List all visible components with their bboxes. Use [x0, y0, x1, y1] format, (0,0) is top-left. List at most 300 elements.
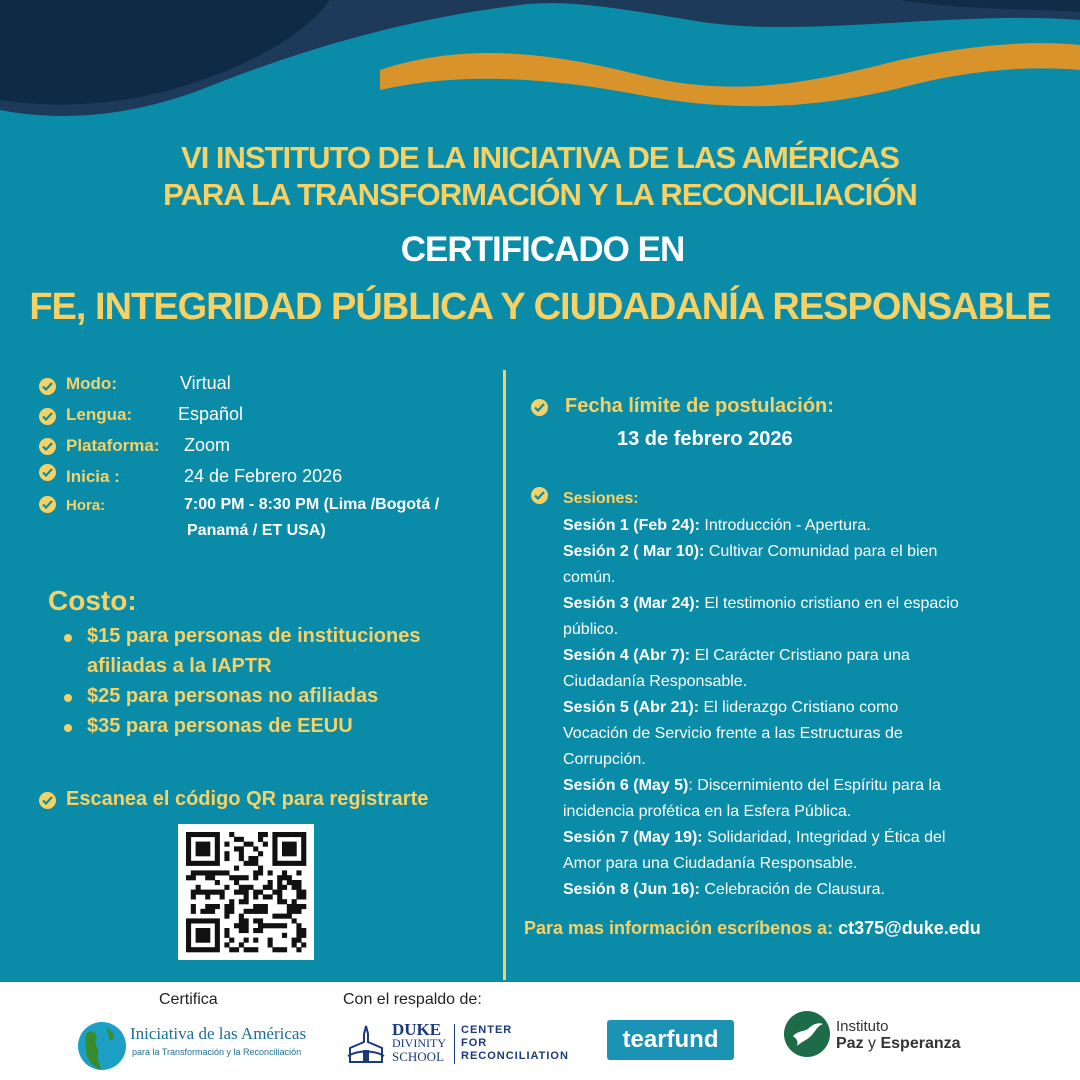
qr-module — [234, 923, 239, 928]
qr-module — [215, 923, 220, 928]
qr-module — [292, 846, 297, 851]
qr-module — [301, 856, 306, 861]
qr-module — [282, 861, 287, 866]
session-item: Sesión 2 ( Mar 10): Cultivar Comunidad para el bien común. — [563, 543, 938, 586]
session-item: Sesión 8 (Jun 16): Celebración de Clausura. — [563, 881, 885, 898]
certificate-title: FE, INTEGRIDAD PÚBLICA Y CIUDADANÍA RESPONSABLE — [29, 286, 1051, 328]
qr-module — [258, 904, 263, 909]
dove-icon — [783, 1010, 831, 1058]
tearfund-logo — [607, 1020, 734, 1060]
qr-module — [186, 918, 191, 923]
qr-module — [272, 837, 277, 842]
qr-module — [215, 870, 220, 875]
qr-module — [253, 928, 258, 933]
qr-module — [258, 832, 263, 837]
qr-module — [196, 846, 201, 851]
qr-module — [277, 894, 282, 899]
detail-label: Plataforma: — [66, 436, 160, 455]
qr-module — [292, 938, 297, 943]
detail-value: 24 de Febrero 2026 — [184, 466, 343, 486]
qr-module — [244, 918, 249, 923]
contact-row — [524, 918, 981, 939]
qr-module — [224, 942, 229, 947]
qr-module — [296, 928, 301, 933]
qr-module — [234, 866, 239, 871]
qr-module — [224, 928, 229, 933]
qr-module — [196, 842, 201, 847]
check-icon — [39, 408, 56, 425]
qr-module — [282, 851, 287, 856]
qr-module — [244, 885, 249, 890]
qr-module — [196, 885, 201, 890]
session-item: Sesión 5 (Abr 21): El liderazgo Cristiano como Vocación de Servicio frente a las Estructuras de Corrupción. — [563, 699, 903, 768]
qr-module — [224, 851, 229, 856]
qr-module — [234, 890, 239, 895]
duke-divider — [454, 1024, 455, 1064]
qr-module — [287, 909, 292, 914]
detail-label: Modo: — [66, 374, 117, 393]
qr-module — [296, 947, 301, 952]
qr-module — [287, 914, 292, 919]
qr-module — [253, 938, 258, 943]
qr-module — [205, 861, 210, 866]
qr-module — [296, 832, 301, 837]
qr-module — [200, 909, 205, 914]
qr-module — [253, 918, 258, 923]
qr-module — [253, 904, 258, 909]
qr-module — [239, 851, 244, 856]
detail-value: Zoom — [184, 435, 231, 455]
qr-module — [258, 870, 263, 875]
check-icon — [39, 438, 56, 455]
qr-module — [210, 904, 215, 909]
qr-module — [287, 832, 292, 837]
qr-module — [186, 947, 191, 952]
qr-module — [296, 938, 301, 943]
qr-module — [200, 846, 205, 851]
qr-module — [292, 885, 297, 890]
qr-module — [277, 875, 282, 880]
qr-module — [277, 914, 282, 919]
center-line3: RECONCILIATION — [461, 1050, 569, 1062]
qr-module — [234, 875, 239, 880]
qr-module — [239, 846, 244, 851]
qr-module — [215, 846, 220, 851]
qr-module — [292, 899, 297, 904]
logo1-sub: para la Transformación y la Reconciliación — [132, 1047, 302, 1057]
qr-module — [239, 942, 244, 947]
qr-module — [287, 861, 292, 866]
qr-module — [296, 880, 301, 885]
qr-module — [292, 942, 297, 947]
qr-module — [215, 856, 220, 861]
qr-module — [186, 861, 191, 866]
check-icon — [39, 464, 56, 481]
qr-module — [229, 832, 234, 837]
qr-module — [191, 904, 196, 909]
qr-module — [287, 880, 292, 885]
contact-email[interactable]: ct375@duke.edu — [838, 918, 981, 938]
qr-module — [215, 861, 220, 866]
qr-module — [224, 904, 229, 909]
qr-module — [282, 875, 287, 880]
qr-module — [196, 861, 201, 866]
qr-module — [272, 851, 277, 856]
qr-module — [301, 890, 306, 895]
qr-module — [248, 856, 253, 861]
qr-module — [263, 894, 268, 899]
qr-module — [292, 904, 297, 909]
qr-module — [210, 890, 215, 895]
qr-module — [296, 890, 301, 895]
qr-module — [215, 947, 220, 952]
qr-module — [196, 928, 201, 933]
qr-module — [220, 894, 225, 899]
qr-module — [215, 851, 220, 856]
qr-module — [205, 832, 210, 837]
center-line2: FOR — [461, 1037, 488, 1049]
qr-module — [215, 837, 220, 842]
qr-module — [215, 942, 220, 947]
qr-module — [200, 870, 205, 875]
qr-module — [234, 880, 239, 885]
qr-module — [244, 890, 249, 895]
detail-label: Lengua: — [66, 405, 133, 424]
qr-module — [253, 875, 258, 880]
qr-module — [268, 894, 273, 899]
qr-module — [301, 861, 306, 866]
qr-module — [186, 842, 191, 847]
qr-module — [272, 842, 277, 847]
qr-module — [239, 875, 244, 880]
duke-line3: SCHOOL — [392, 1049, 445, 1064]
qr-module — [186, 923, 191, 928]
qr-module — [215, 904, 220, 909]
qr-module — [239, 914, 244, 919]
qr-module — [234, 947, 239, 952]
check-icon — [39, 378, 56, 395]
paz-esperanza-text: Paz y Esperanza — [836, 1035, 961, 1052]
qr-module — [296, 870, 301, 875]
logo1-main: Iniciativa de las Américas — [130, 1024, 307, 1043]
qr-module — [196, 890, 201, 895]
qr-module — [239, 885, 244, 890]
qr-module — [272, 923, 277, 928]
qr-module — [224, 842, 229, 847]
qr-module — [296, 861, 301, 866]
duke-line2: DIVINITY — [392, 1036, 446, 1050]
qr-module — [248, 842, 253, 847]
qr-module — [215, 890, 220, 895]
qr-module — [196, 851, 201, 856]
qr-module — [263, 909, 268, 914]
qr-module — [200, 832, 205, 837]
qr-module — [205, 894, 210, 899]
qr-code[interactable] — [178, 824, 314, 960]
deadline-label: Fecha límite de postulación: — [565, 395, 834, 417]
qr-module — [272, 947, 277, 952]
qr-module — [210, 909, 215, 914]
qr-module — [239, 899, 244, 904]
qr-module — [244, 938, 249, 943]
qr-module — [301, 904, 306, 909]
qr-module — [224, 870, 229, 875]
title-line-1: VI INSTITUTO DE LA INICIATIVA DE LAS AMÉRICAS — [181, 140, 899, 175]
qr-module — [277, 890, 282, 895]
qr-module — [282, 846, 287, 851]
qr-module — [205, 851, 210, 856]
qr-module — [205, 842, 210, 847]
check-icon — [39, 792, 56, 809]
qr-module — [239, 890, 244, 895]
qr-module — [229, 909, 234, 914]
qr-module — [210, 875, 215, 880]
qr-module — [277, 880, 282, 885]
qr-module — [277, 832, 282, 837]
column-divider — [503, 370, 506, 980]
qr-module — [268, 942, 273, 947]
qr-module — [301, 942, 306, 947]
paz-esperanza-logo — [783, 1010, 983, 1062]
contact-label: Para mas información escríbenos a: — [524, 918, 834, 938]
qr-module — [205, 890, 210, 895]
qr-module — [200, 851, 205, 856]
qr-module — [186, 875, 191, 880]
qr-module — [296, 909, 301, 914]
chapel-icon — [344, 1024, 388, 1064]
qr-module — [282, 832, 287, 837]
qr-module — [191, 875, 196, 880]
qr-module — [196, 832, 201, 837]
detail-value: Español — [178, 404, 244, 424]
qr-module — [200, 842, 205, 847]
qr-module — [220, 890, 225, 895]
qr-module — [224, 933, 229, 938]
qr-module — [301, 894, 306, 899]
qr-module — [263, 885, 268, 890]
qr-module — [205, 875, 210, 880]
qr-module — [244, 899, 249, 904]
qr-module — [296, 933, 301, 938]
qr-module — [301, 842, 306, 847]
qr-module — [191, 832, 196, 837]
qr-module — [205, 938, 210, 943]
deadline-date: 13 de febrero 2026 — [617, 428, 793, 450]
qr-module — [277, 923, 282, 928]
qr-module — [205, 928, 210, 933]
qr-module — [200, 861, 205, 866]
qr-module — [210, 832, 215, 837]
qr-module — [287, 875, 292, 880]
qr-module — [200, 890, 205, 895]
qr-module — [191, 870, 196, 875]
session-item: Sesión 3 (Mar 24): El testimonio cristiano en el espacio público. — [563, 595, 959, 638]
check-icon — [531, 399, 548, 416]
certifica-label: Certifica — [159, 991, 218, 1008]
qr-module — [277, 899, 282, 904]
qr-module — [215, 880, 220, 885]
center-line1: CENTER — [461, 1024, 513, 1036]
qr-module — [296, 904, 301, 909]
qr-module — [292, 918, 297, 923]
qr-module — [200, 947, 205, 952]
qr-module — [234, 846, 239, 851]
qr-module — [292, 832, 297, 837]
qr-module — [239, 856, 244, 861]
duke-logo — [344, 1022, 569, 1068]
qr-module — [263, 904, 268, 909]
qr-module — [258, 928, 263, 933]
qr-module — [301, 933, 306, 938]
qr-module — [253, 870, 258, 875]
qr-module — [272, 914, 277, 919]
qr-module — [244, 928, 249, 933]
qr-module — [248, 947, 253, 952]
qr-module — [229, 899, 234, 904]
qr-module — [248, 861, 253, 866]
qr-module — [282, 933, 287, 938]
qr-module — [186, 938, 191, 943]
qr-module — [287, 851, 292, 856]
qr-module — [200, 933, 205, 938]
qr-module — [244, 894, 249, 899]
qr-module — [224, 914, 229, 919]
qr-module — [210, 947, 215, 952]
qr-module — [282, 914, 287, 919]
qr-module — [186, 928, 191, 933]
qr-module — [186, 846, 191, 851]
qr-module — [258, 837, 263, 842]
qr-module — [205, 918, 210, 923]
qr-module — [301, 928, 306, 933]
qr-module — [258, 851, 263, 856]
qr-module — [272, 856, 277, 861]
qr-module — [229, 875, 234, 880]
qr-label: Escanea el código QR para registrarte — [66, 788, 429, 810]
qr-module — [253, 909, 258, 914]
qr-module — [253, 856, 258, 861]
qr-module — [277, 861, 282, 866]
detail-value: 7:00 PM - 8:30 PM (Lima /Bogotá / — [184, 496, 440, 513]
qr-module — [205, 947, 210, 952]
qr-module — [292, 851, 297, 856]
session-item: Sesión 6 (May 5): Discernimiento del Espíritu para la incidencia profética en la Esfera Pública. — [563, 777, 941, 820]
qr-module — [268, 923, 273, 928]
qr-module — [282, 885, 287, 890]
certificate-heading: CERTIFICADO EN — [400, 230, 685, 269]
qr-module — [244, 861, 249, 866]
qr-module — [186, 933, 191, 938]
qr-module — [253, 947, 258, 952]
qr-module — [191, 918, 196, 923]
qr-module — [205, 904, 210, 909]
qr-module — [287, 846, 292, 851]
qr-module — [272, 861, 277, 866]
globe-icon — [76, 1020, 128, 1072]
qr-module — [186, 832, 191, 837]
qr-module — [224, 909, 229, 914]
qr-module — [196, 870, 201, 875]
qr-module — [215, 842, 220, 847]
qr-module — [258, 909, 263, 914]
qr-module — [196, 918, 201, 923]
qr-module — [282, 923, 287, 928]
qr-module — [224, 885, 229, 890]
qr-module — [263, 842, 268, 847]
qr-module — [292, 861, 297, 866]
qr-module — [258, 918, 263, 923]
qr-module — [186, 856, 191, 861]
qr-module — [301, 846, 306, 851]
qr-module — [268, 938, 273, 943]
qr-module — [196, 933, 201, 938]
qr-module — [229, 947, 234, 952]
qr-module — [215, 832, 220, 837]
qr-module — [296, 894, 301, 899]
qr-module — [186, 837, 191, 842]
qr-module — [272, 832, 277, 837]
qr-module — [292, 909, 297, 914]
tearfund-text: tearfund — [622, 1026, 719, 1053]
respaldo-label: Con el respaldo de: — [343, 991, 482, 1008]
qr-module — [282, 870, 287, 875]
qr-module — [210, 870, 215, 875]
qr-module — [200, 938, 205, 943]
qr-module — [224, 856, 229, 861]
qr-module — [248, 909, 253, 914]
qr-module — [258, 890, 263, 895]
check-icon — [531, 487, 548, 504]
detail-value: Virtual — [180, 373, 231, 393]
session-item: Sesión 4 (Abr 7): El Carácter Cristiano para una Ciudadanía Responsable. — [563, 647, 910, 690]
duke-line1: DUKE — [392, 1020, 442, 1039]
qr-module — [268, 885, 273, 890]
qr-module — [253, 894, 258, 899]
qr-module — [287, 904, 292, 909]
qr-module — [244, 923, 249, 928]
qr-module — [263, 923, 268, 928]
qr-module — [205, 909, 210, 914]
qr-module — [205, 870, 210, 875]
qr-module — [234, 837, 239, 842]
qr-module — [244, 842, 249, 847]
qr-module — [186, 942, 191, 947]
qr-module — [215, 938, 220, 943]
qr-module — [287, 842, 292, 847]
title-line-2: PARA LA TRANSFORMACIÓN Y LA RECONCILIACIÓN — [163, 177, 917, 212]
qr-module — [258, 866, 263, 871]
qr-module — [272, 890, 277, 895]
qr-module — [282, 947, 287, 952]
qr-module — [191, 894, 196, 899]
qr-module — [200, 918, 205, 923]
qr-module — [244, 947, 249, 952]
qr-module — [210, 918, 215, 923]
qr-module — [220, 870, 225, 875]
qr-module — [277, 885, 282, 890]
detail-value-cont: Panamá / ET USA) — [187, 522, 326, 539]
qr-module — [263, 832, 268, 837]
qr-module — [253, 890, 258, 895]
qr-module — [301, 851, 306, 856]
qr-module — [253, 846, 258, 851]
qr-module — [186, 851, 191, 856]
qr-module — [296, 885, 301, 890]
qr-module — [296, 923, 301, 928]
detail-label: Hora: — [66, 497, 106, 514]
qr-module — [292, 880, 297, 885]
qr-module — [200, 928, 205, 933]
